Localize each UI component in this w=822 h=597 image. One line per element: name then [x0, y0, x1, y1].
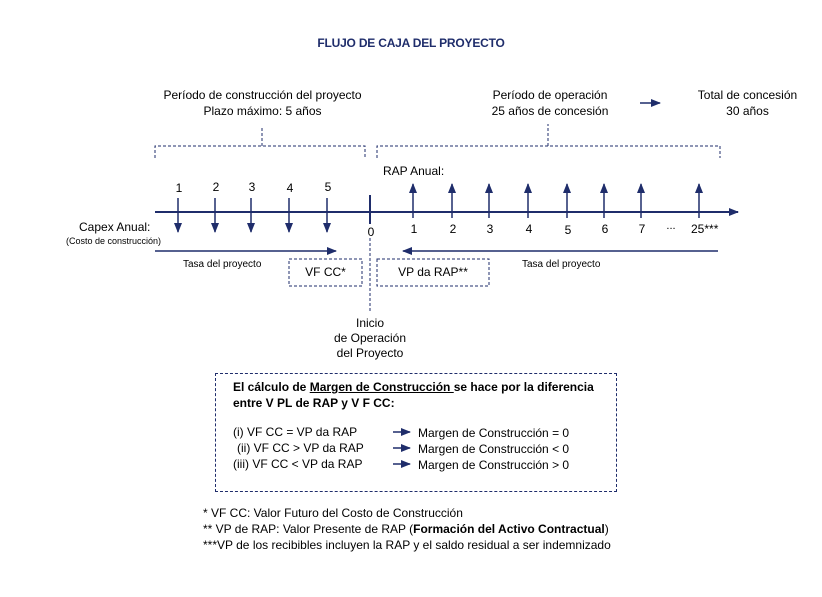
construction-tick-5: 5: [324, 180, 332, 194]
operation-tick-1: 1: [410, 222, 418, 236]
rate-right-label: Tasa del proyecto: [522, 259, 601, 270]
start-operation-line1: Inicio: [355, 316, 384, 330]
condition-2-right: Margen de Construcción < 0: [418, 442, 570, 456]
construction-tick-3: 3: [248, 180, 256, 194]
operation-tick-ellipsis: ...: [666, 220, 676, 232]
operation-tick-4: 4: [525, 222, 533, 236]
condition-2-left: (ii) VF CC > VP da RAP: [237, 441, 364, 455]
footnote-3: ***VP de los recibibles incluyen la RAP y el saldo residual a ser indemnizado: [203, 538, 611, 552]
margin-note-heading-pre: El cálculo de: [233, 380, 310, 394]
footnote-2-pre: ** VP de RAP: Valor Presente de RAP (: [203, 522, 414, 536]
capex-sublabel: (Costo de construcción): [66, 236, 162, 246]
construction-phase-line2: Plazo máximo: 5 años: [203, 104, 322, 118]
zero-label: 0: [367, 225, 375, 239]
construction-tick-4: 4: [286, 181, 294, 195]
footnote-1: * VF CC: Valor Futuro del Costo de Construcción: [203, 506, 463, 520]
operation-tick-3: 3: [486, 222, 494, 236]
condition-3-right: Margen de Construcción > 0: [418, 458, 570, 472]
operation-tick-2: 2: [449, 222, 457, 236]
margin-note-heading-post: se hace por la diferencia entre V PL de RAP y V F CC:: [233, 380, 594, 410]
start-operation-line2: de Operación: [333, 331, 407, 345]
operation-phase-line1: Período de operación: [492, 88, 608, 102]
condition-1-right: Margen de Construcción = 0: [418, 426, 570, 440]
capex-arrows: [178, 198, 327, 232]
construction-tick-2: 2: [212, 180, 220, 194]
footnote-2-bold: Formación del Activo Contractual: [413, 522, 605, 536]
operation-bracket: [377, 146, 720, 158]
construction-tick-1: 1: [175, 181, 183, 195]
operation-tick-6: 6: [601, 222, 609, 236]
footnote-2-post: ): [604, 522, 609, 536]
start-operation-line3: del Proyecto: [336, 346, 404, 360]
footnote-2: [203, 521, 609, 537]
rap-label: RAP Anual:: [383, 164, 445, 178]
construction-bracket: [155, 146, 365, 158]
margin-note-box: [215, 373, 617, 492]
margin-note-heading: [233, 379, 603, 411]
rate-left-label: Tasa del proyecto: [183, 259, 262, 270]
condition-1-left: (i) VF CC = VP da RAP: [233, 425, 358, 439]
page-title: FLUJO DE CAJA DEL PROYECTO: [317, 36, 505, 50]
condition-3-left: (iii) VF CC < VP da RAP: [233, 457, 363, 471]
margin-note-heading-underline: Margen de Construcción: [309, 380, 454, 394]
total-concession-line2: 30 años: [726, 104, 769, 118]
vp-rap-label: VP da RAP**: [398, 265, 468, 279]
operation-tick-5: 5: [564, 223, 572, 237]
vf-cc-label: VF CC*: [305, 265, 346, 279]
construction-phase-line1: Período de construcción del proyecto: [163, 88, 362, 102]
operation-tick-25: 25***: [691, 222, 719, 236]
total-concession-line1: Total de concesión: [697, 88, 798, 102]
operation-tick-7: 7: [638, 222, 646, 236]
start-operation-label: [320, 316, 420, 361]
capex-label: Capex Anual:: [79, 220, 151, 234]
operation-phase-line2: 25 años de concesión: [491, 104, 609, 118]
